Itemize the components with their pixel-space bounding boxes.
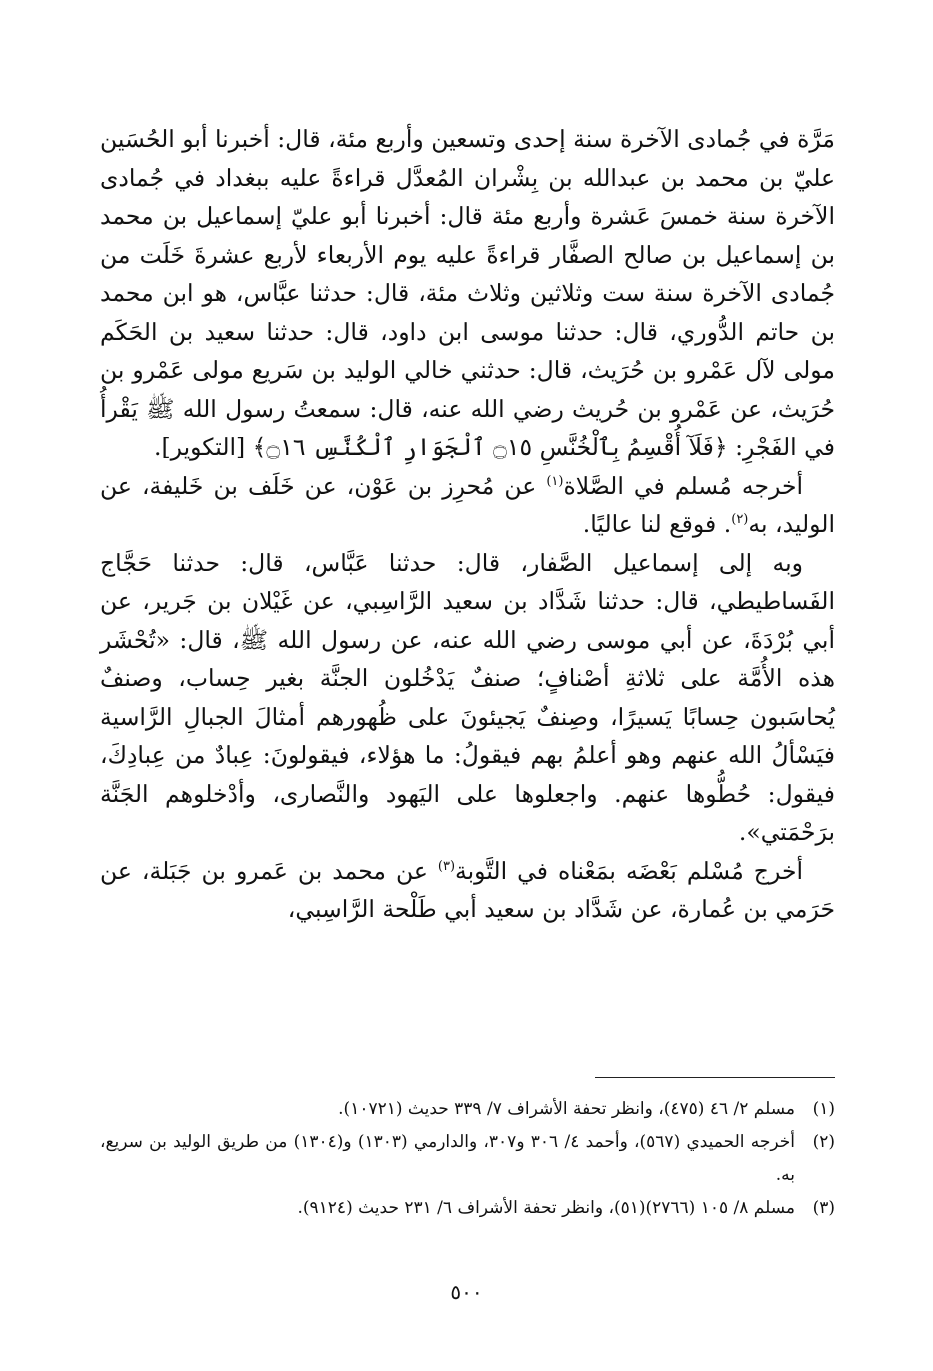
footnote-number: (٢) (812, 1132, 835, 1152)
paragraph-takhrij-2 (100, 852, 835, 929)
footnote-item (100, 1093, 835, 1126)
footnote-text: مسلم ٨/ ١٠٥ (٢٧٦٦)(٥١)، وانظر تحفة الأشراف ٦/ ٢٣١ حديث (٩١٢٤). (297, 1198, 795, 1218)
footnote-ref-2[interactable]: (٢) (731, 512, 749, 528)
footnote-number: (١) (812, 1099, 835, 1119)
paragraph-text: عن محمد بن عَمرو بن جَبَلة، عن حَرَمي بن عُمارة، عن شَدَّاد بن سعيد أبي طَلْحة الرَّاسِبي، (100, 856, 835, 923)
paragraph-text: أخرجه مُسلم في الصَّلاة (563, 471, 803, 500)
main-text (100, 120, 835, 929)
footnote-separator (595, 1077, 835, 1078)
footnote-ref-1[interactable]: (١) (546, 473, 564, 489)
footnotes (100, 1093, 835, 1225)
footnote-item (100, 1192, 835, 1225)
paragraph-text: . فوقع لنا عاليًا. (582, 510, 732, 538)
footnote-number: (٣) (812, 1198, 835, 1218)
paragraph-isnad: مَرَّة في جُمادى الآخرة سنة إحدى وتسعين وأربع مئة، قال: أخبرنا أبو الحُسَين عليّ بن محمد بن عبدالله بن بِشْران المُعدَّل قراءةً عليه ببغداد في جُمادى الآخرة سنة خمسَ عَشرة وأربع مئة قال: أخبرنا أبو عليّ إسماعيل بن محمد بن إسماعيل بن صالح الصفَّار قراءةً عليه يوم الأربعاء لأربع عشرةَ خَلَت من جُمادى الآخرة سنة ست وثلاثين وثلاث مئة، قال: حدثنا عبَّاس، هو ابن محمد بن حاتم الدُّوري، قال: حدثنا موسى ابن داود، قال: حدثنا سعيد بن الحَكَم مولى لآل عَمْرو بن حُرَيث، قال: حدثني خالي الوليد بن سَريع مولى عَمْرو بن حُرَيث، عن عَمْرو بن حُريث رضي الله عنه، قال: سمعتُ رسول الله ﷺ يَقْرأُ في الفَجْرِ: ﴿فَلَآ أُقْسِمُ بِٱلْخُنَّسِ ۝١٥ ٱلْجَوَارِ ٱلْكُنَّسِ ۝١٦﴾ [التكوير]. (100, 125, 835, 461)
main-text-block (100, 120, 835, 929)
footnote-text: مسلم ٢/ ٤٦ (٤٧٥)، وانظر تحفة الأشراف ٧/ ٣٣٩ حديث (١٠٧٢١). (338, 1099, 795, 1119)
paragraph-takhrij-1 (100, 467, 835, 544)
footnote-ref-3[interactable]: (٣) (437, 858, 456, 874)
footnote-item (100, 1126, 835, 1192)
page-number: ٥٠٠ (450, 1280, 483, 1304)
paragraph-text: عن مُحرِز بن عَوْن، عن خَلَف بن خَليفة، عن الوليد، به (100, 471, 835, 538)
paragraph-text: أخرج مُسْلم بَعْضَه بمَعْناه في التَّوبة (455, 856, 803, 885)
paragraph-hadith-2: وبه إلى إسماعيل الصَّفار، قال: حدثنا عَبَّاس، قال: حدثنا حَجَّاج الفَساطيطي، قال: حدثنا شَدَّاد بن سعيد الرَّاسِبي، عن غَيْلان بن جَرير، عن أبي بُرْدَةَ، عن أبي موسى رضي الله عنه، عن رسول الله ﷺ، قال: «تُحْشَر هذه الأُمَّة على ثلاثةِ أصْنافٍ؛ صنفٌ يَدْخُلون الجنَّة بغير حِساب، وصنفٌ يُحاسَبون حِسابًا يَسيرًا، وصِنفٌ يَجيئونَ على ظُهورهم أمثالَ الجبالِ الرَّاسية فيَسْألُ الله عنهم وهو أعلمُ بهم فيقولُ: ما هؤلاء، فيقولونَ: عِبادٌ من عِبادِكَ، فيقول: حُطُّوها عنهم. واجعلوها على اليَهود والنَّصارى، وأدْخلوهم الجَنَّة برَحْمَتي». (100, 548, 835, 846)
footnote-text: أخرجه الحميدي (٥٦٧)، وأحمد ٤/ ٣٠٦ و٣٠٧، والدارمي (١٣٠٣) و(١٣٠٤) من طريق الوليد بن سريع، به. (100, 1132, 795, 1185)
